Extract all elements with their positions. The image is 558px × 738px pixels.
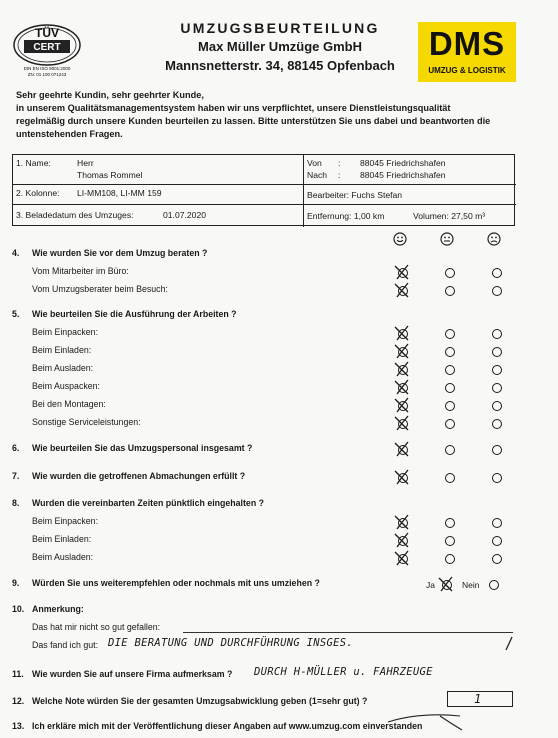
check-mark-icon <box>393 378 411 396</box>
rating-option[interactable] <box>492 536 502 546</box>
rating-option[interactable] <box>445 365 455 375</box>
question-13: Ich erkläre mich mit der Veröffentlichung dieser Angaben auf www.umzug.com einverstanden <box>32 721 423 731</box>
date-value: 01.07.2020 <box>163 210 207 220</box>
handwritten-source-answer[interactable]: DURCH H-MÜLLER u. FAHRZEUGE <box>254 666 433 678</box>
question-number: 5. <box>12 309 20 319</box>
table-divider <box>13 204 516 205</box>
check-mark-icon <box>393 513 411 531</box>
svg-text:DIN EN ISO 9001:2000: DIN EN ISO 9001:2000 <box>23 66 71 71</box>
check-mark-icon <box>393 531 411 549</box>
tuv-cert-logo <box>12 18 82 78</box>
rating-option[interactable] <box>445 554 455 564</box>
smiley-neutral-icon <box>440 232 454 246</box>
check-mark-icon <box>437 575 455 593</box>
question-number: 10. <box>12 604 25 614</box>
rating-option[interactable] <box>492 518 502 528</box>
bearbeiter: Bearbeiter: Fuchs Stefan <box>307 190 403 200</box>
check-mark-icon <box>393 414 411 432</box>
name-label: 1. Name: <box>16 158 51 168</box>
dms-logo-subtext: UMZUG & LOGISTIK <box>428 66 506 75</box>
date-label: 3. Beladedatum des Umzuges: <box>16 210 134 220</box>
rating-option[interactable] <box>445 536 455 546</box>
dms-logo <box>418 22 516 82</box>
question-item: Vom Umzugsberater beim Besuch: <box>32 284 168 294</box>
question-number: 12. <box>12 696 25 706</box>
von-value: 88045 Friedrichshafen <box>360 158 446 168</box>
rating-option[interactable] <box>445 401 455 411</box>
nach-value: 88045 Friedrichshafen <box>360 170 446 180</box>
check-mark-icon <box>393 396 411 414</box>
intro-line: untenstehenden Fragen. <box>16 129 123 139</box>
question-item: Beim Auspacken: <box>32 381 100 391</box>
nein-label: Nein <box>462 580 480 590</box>
question-4: Wie wurden Sie vor dem Umzug beraten ? <box>32 248 208 258</box>
company-name: Max Müller Umzüge GmbH <box>198 39 362 54</box>
rating-option[interactable] <box>492 473 502 483</box>
question-number: 13. <box>12 721 25 731</box>
nein-option[interactable] <box>489 580 499 590</box>
grade-answer: 1 <box>474 692 482 706</box>
svg-text:ZN: 01 100 071243: ZN: 01 100 071243 <box>27 72 67 77</box>
von-label: Von <box>307 158 322 168</box>
rating-option[interactable] <box>492 445 502 455</box>
question-item: Beim Ausladen: <box>32 552 94 562</box>
question-item: Beim Einpacken: <box>32 516 99 526</box>
name-value: Thomas Rommel <box>77 170 143 180</box>
entfernung: Entfernung: 1,00 km <box>307 211 385 221</box>
company-address: Mannsnetterstr. 34, 88145 Opfenbach <box>165 58 395 73</box>
table-divider <box>303 155 304 227</box>
ja-label: Ja <box>426 580 435 590</box>
intro-text <box>16 89 541 141</box>
question-12: Welche Note würden Sie der gesamten Umzugsabwicklung geben (1=sehr gut) ? <box>32 696 368 706</box>
check-mark-icon <box>393 281 411 299</box>
table-divider <box>303 184 516 185</box>
von-colon: : <box>338 158 341 168</box>
check-mark-icon <box>393 324 411 342</box>
question-9: Würden Sie uns weiterempfehlen oder nochmals mit uns umziehen ? <box>32 578 320 588</box>
rating-option[interactable] <box>492 329 502 339</box>
kolonne-label: 2. Kolonne: <box>16 188 60 198</box>
question-item: Bei den Montagen: <box>32 399 106 409</box>
rating-option[interactable] <box>445 518 455 528</box>
check-mark-icon <box>393 360 411 378</box>
question-item: Beim Ausladen: <box>32 363 94 373</box>
intro-line: regelmäßig durch unsere Kunden beurteilen zu lassen. Bitte unterstützen Sie uns dabei und beantworten die <box>16 116 491 126</box>
rating-option[interactable] <box>492 554 502 564</box>
rating-option[interactable] <box>445 286 455 296</box>
grade-box[interactable] <box>447 691 513 707</box>
check-mark-icon <box>393 342 411 360</box>
handwritten-good-answer[interactable]: DIE BERATUNG UND DURCHFÜHRUNG INSGES. <box>108 637 353 649</box>
question-item: Beim Einladen: <box>32 345 92 355</box>
check-mark-icon <box>393 263 411 281</box>
rating-option[interactable] <box>492 383 502 393</box>
question-number: 6. <box>12 443 20 453</box>
smiley-happy-icon <box>393 232 407 246</box>
nach-label: Nach <box>307 170 328 180</box>
bad-label: Das hat mir nicht so gut gefallen: <box>32 622 161 632</box>
question-6: Wie beurteilen Sie das Umzugspersonal insgesamt ? <box>32 443 253 453</box>
intro-line: Sehr geehrte Kundin, sehr geehrter Kunde, <box>16 90 204 100</box>
nach-colon: : <box>338 170 341 180</box>
form-title: UMZUGSBEURTEILUNG <box>180 20 380 36</box>
svg-text:CERT: CERT <box>33 42 61 53</box>
good-label: Das fand ich gut: <box>32 640 99 650</box>
dms-logo-text: DMS <box>428 25 506 62</box>
table-divider <box>13 184 303 185</box>
check-mark-icon <box>393 440 411 458</box>
question-11: Wie wurden Sie auf unsere Firma aufmerksam ? <box>32 669 233 679</box>
question-item: Sonstige Serviceleistungen: <box>32 417 141 427</box>
question-8: Wurden die vereinbarten Zeiten pünktlich eingehalten ? <box>32 498 265 508</box>
question-item: Beim Einladen: <box>32 534 92 544</box>
rating-option[interactable] <box>492 347 502 357</box>
rating-option[interactable] <box>492 365 502 375</box>
rating-option[interactable] <box>445 268 455 278</box>
rating-option[interactable] <box>445 445 455 455</box>
name-salutation: Herr <box>77 158 94 168</box>
customer-info-table <box>12 154 515 226</box>
volumen: Volumen: 27,50 m³ <box>413 211 486 221</box>
question-number: 8. <box>12 498 20 508</box>
rating-option[interactable] <box>445 329 455 339</box>
smiley-sad-icon <box>487 232 501 246</box>
question-item: Vom Mitarbeiter im Büro: <box>32 266 129 276</box>
rating-option[interactable] <box>445 419 455 429</box>
intro-line: in unserem Qualitätsmanagementsystem haben wir uns verpflichtet, unsere Dienstleistungsqualität <box>16 103 451 113</box>
rating-option[interactable] <box>445 383 455 393</box>
answer-line <box>183 632 513 633</box>
rating-option[interactable] <box>445 473 455 483</box>
check-mark-icon <box>393 468 411 486</box>
question-item: Beim Einpacken: <box>32 327 99 337</box>
question-5: Wie beurteilen Sie die Ausführung der Arbeiten ? <box>32 309 237 319</box>
rating-option[interactable] <box>492 401 502 411</box>
question-number: 4. <box>12 248 20 258</box>
question-number: 7. <box>12 471 20 481</box>
rating-option[interactable] <box>492 268 502 278</box>
question-10: Anmerkung: <box>32 604 84 614</box>
rating-option[interactable] <box>445 347 455 357</box>
question-7: Wie wurden die getroffenen Abmachungen erfüllt ? <box>32 471 246 481</box>
question-number: 9. <box>12 578 20 588</box>
rating-option[interactable] <box>492 286 502 296</box>
svg-text:TÜV: TÜV <box>35 26 59 40</box>
question-number: 11. <box>12 669 24 679</box>
kolonne-value: LI-MM108, LI-MM 159 <box>77 188 162 198</box>
rating-option[interactable] <box>492 419 502 429</box>
check-mark-icon <box>393 549 411 567</box>
